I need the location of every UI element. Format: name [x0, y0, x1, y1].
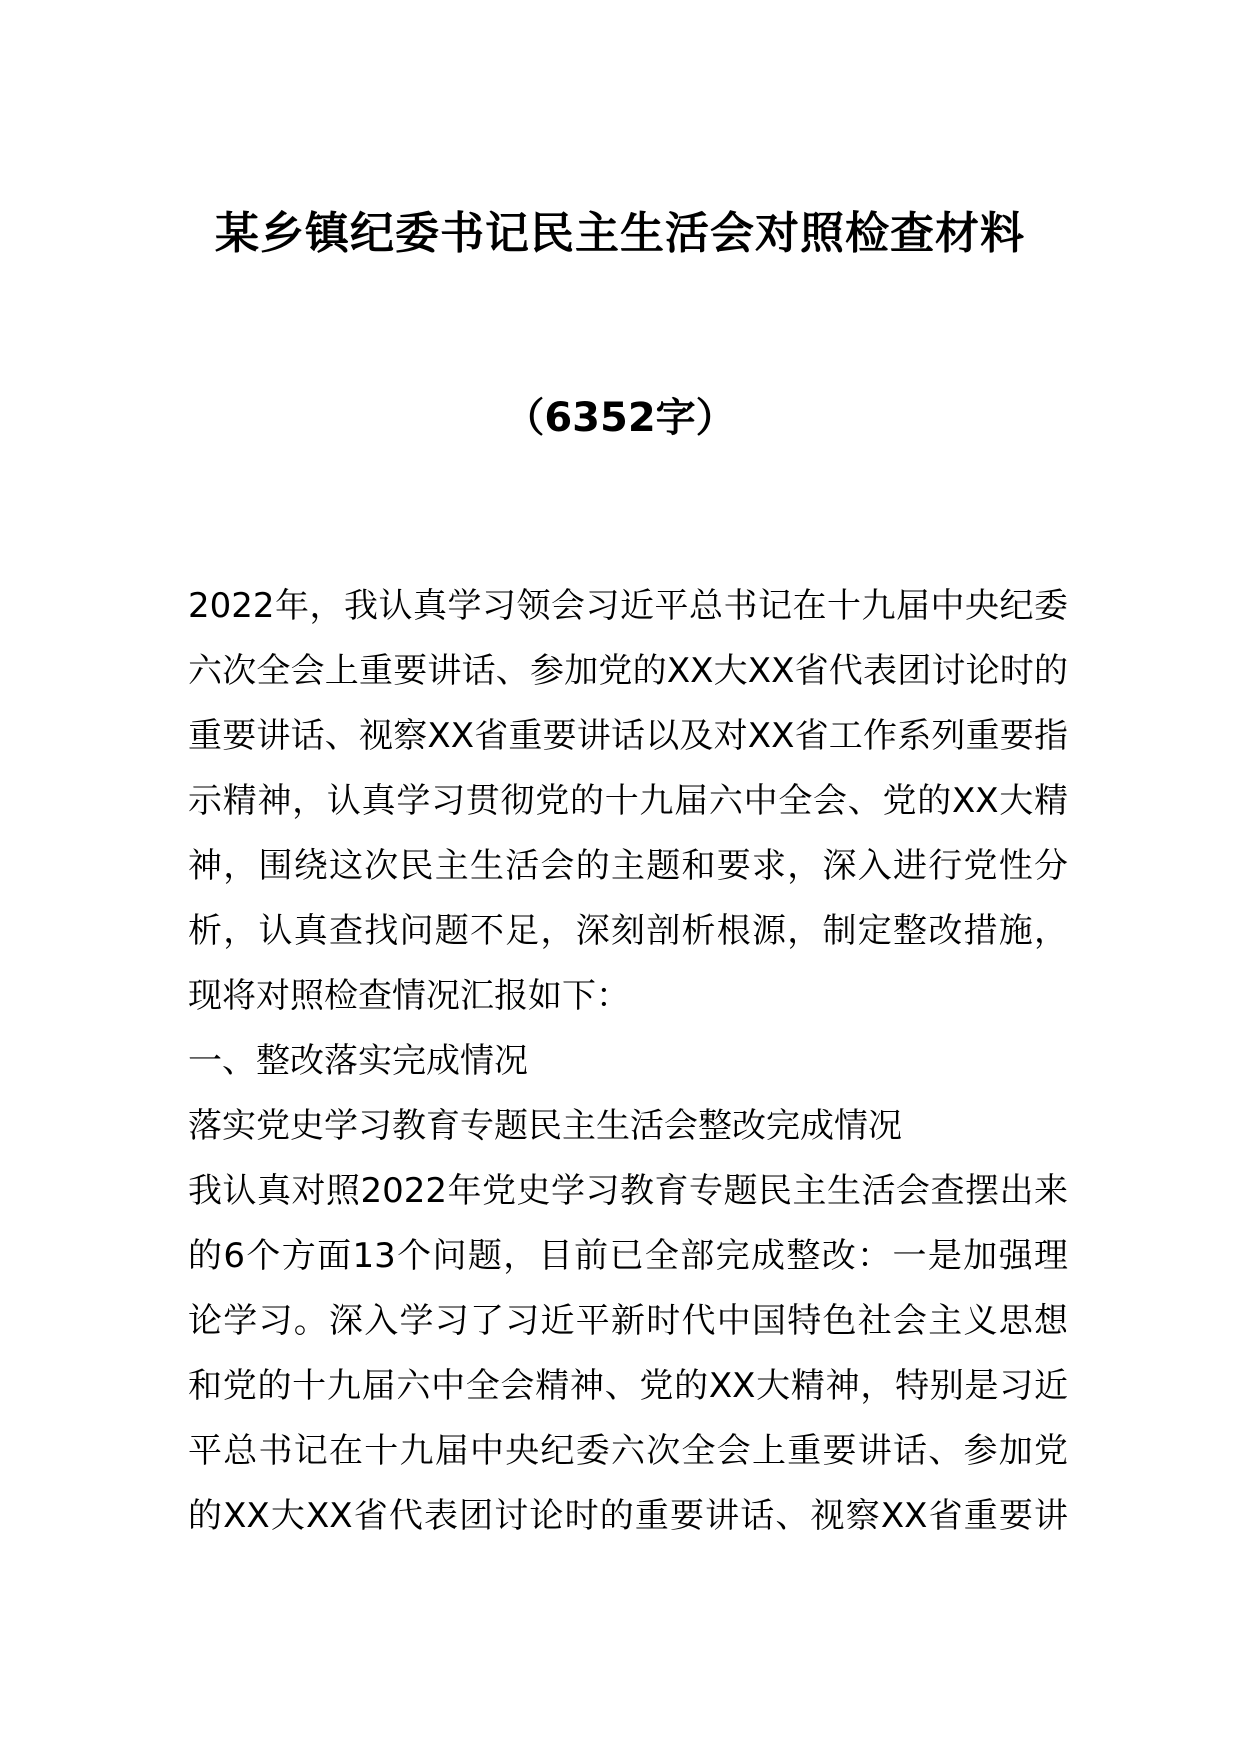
body-text — [188, 574, 1068, 1549]
document-title: 某乡镇纪委书记民主生活会对照检查材料 — [215, 208, 1025, 259]
body-line: 重要讲话、视察XX省重要讲话以及对XX省工作系列重要指 — [188, 716, 1068, 756]
body-line: 示精神，认真学习贯彻党的十九届六中全会、党的XX大精 — [188, 781, 1068, 821]
body-line: 析，认真查找问题不足，深刻剖析根源，制定整改措施， — [188, 911, 1068, 951]
body-line: 六次全会上重要讲话、参加党的XX大XX省代表团讨论时的 — [188, 651, 1068, 691]
body-line: 的6个方面13个问题，目前已全部完成整改：一是加强理 — [188, 1236, 1068, 1276]
body-line: 平总书记在十九届中央纪委六次全会上重要讲话、参加党 — [188, 1431, 1068, 1471]
body-line: 一、整改落实完成情况 — [188, 1041, 528, 1081]
body-line: 神，围绕这次民主生活会的主题和要求，深入进行党性分 — [188, 846, 1068, 886]
body-line: 和党的十九届六中全会精神、党的XX大精神，特别是习近 — [188, 1366, 1068, 1406]
body-line: 的XX大XX省代表团讨论时的重要讲话、视察XX省重要讲 — [188, 1496, 1068, 1536]
body-line: 我认真对照2022年党史学习教育专题民主生活会查摆出来 — [188, 1171, 1068, 1211]
body-line: 落实党史学习教育专题民主生活会整改完成情况 — [188, 1106, 902, 1146]
body-line: 2022年，我认真学习领会习近平总书记在十九届中央纪委 — [188, 586, 1068, 626]
word-count: （6352字） — [504, 395, 736, 441]
body-line: 现将对照检查情况汇报如下： — [188, 976, 630, 1016]
body-line: 论学习。深入学习了习近平新时代中国特色社会主义思想 — [188, 1301, 1068, 1341]
